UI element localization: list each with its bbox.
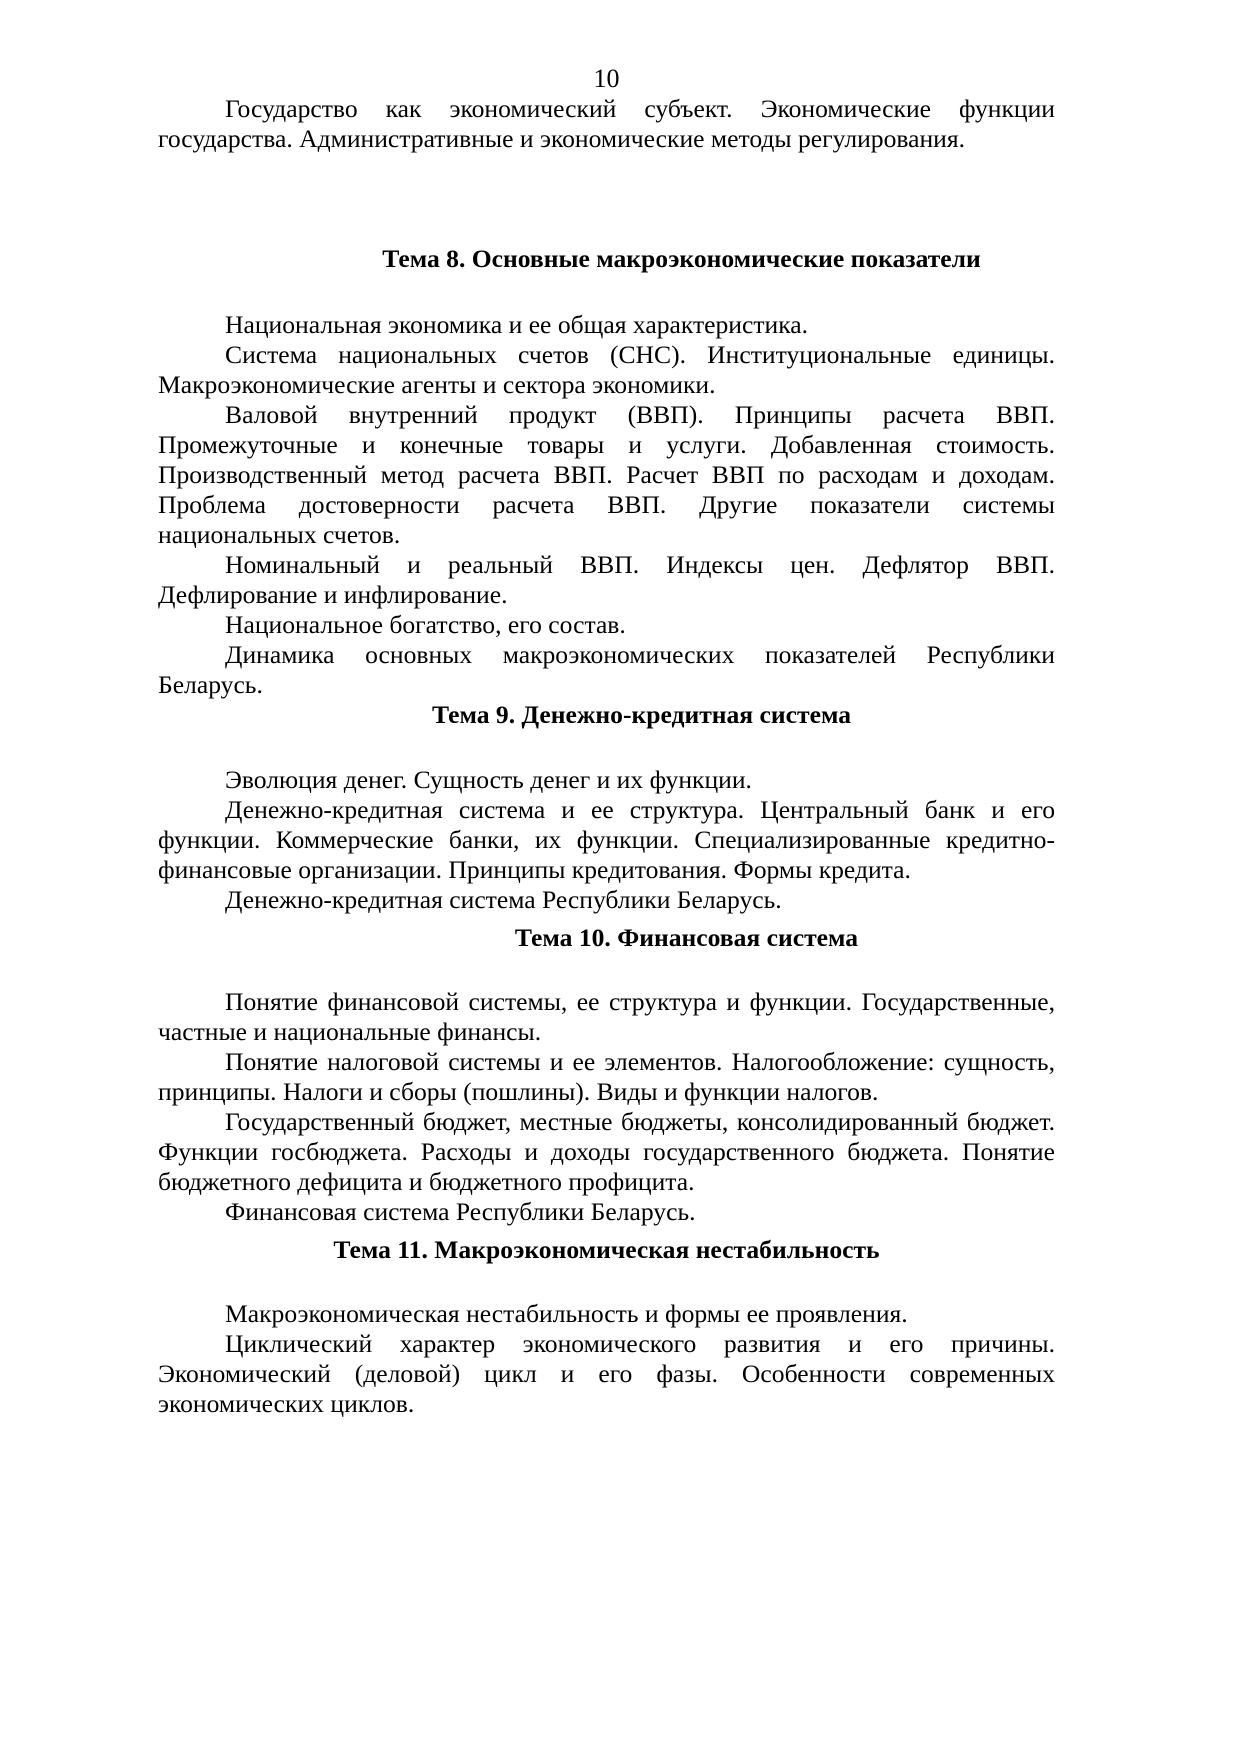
paragraph: Система национальных счетов (СНС). Институциональные единицы. Макроэкономические агенты и сектора экономики. bbox=[158, 340, 1055, 399]
paragraph: Валовой внутренний продукт (ВВП). Принципы расчета ВВП. Промежуточные и конечные товары и услуги. Добавленная стоимость. Производственный метод расчета ВВП. Расчет ВВП по расходам и доходам. Проблема достоверности расчета ВВП. Другие показатели системы национальных счетов. bbox=[158, 400, 1055, 549]
paragraph: Денежно-кредитная система Республики Беларусь. bbox=[225, 885, 782, 914]
spacer bbox=[158, 730, 1055, 760]
section-title-topic-9: Тема 9. Денежно-кредитная система bbox=[431, 700, 852, 729]
spacer bbox=[158, 274, 1055, 304]
intro-paragraph: Государство как экономический субъект. Экономические функции государства. Административные и экономические методы регулирования. bbox=[158, 94, 1055, 153]
paragraph: Понятие налоговой системы и ее элементов. Налогообложение: сущность, принципы. Налоги и сборы (пошлины). Виды и функции налогов. bbox=[158, 1047, 1055, 1106]
page-number: 10 bbox=[593, 64, 620, 93]
paragraph: Государственный бюджет, местные бюджеты, консолидированный бюджет. Функции госбюджета. Расходы и доходы государственного бюджета. Понятие бюджетного дефицита и бюджетного профицита. bbox=[158, 1107, 1055, 1196]
paragraph: Циклический характер экономического развития и его причины. Экономический (деловой) цикл и его фазы. Особенности современных экономических циклов. bbox=[158, 1329, 1055, 1418]
document-page bbox=[158, 64, 1055, 1419]
paragraph: Номинальный и реальный ВВП. Индексы цен. Дефлятор ВВП. Дефлирование и инфлирование. bbox=[158, 550, 1055, 609]
spacer bbox=[158, 1265, 1055, 1295]
paragraph: Динамика основных макроэкономических показателей Республики Беларусь. bbox=[158, 640, 1055, 699]
spacer bbox=[158, 953, 1055, 983]
paragraph: Макроэкономическая нестабильность и формы ее проявления. bbox=[225, 1299, 908, 1328]
paragraph: Эволюция денег. Сущность денег и их функции. bbox=[225, 765, 752, 794]
section-title-topic-11: Тема 11. Макроэкономическая нестабильность bbox=[333, 1235, 880, 1264]
paragraph: Национальная экономика и ее общая характеристика. bbox=[225, 310, 809, 339]
paragraph: Понятие финансовой системы, ее структура и функции. Государственные, частные и национальные финансы. bbox=[158, 987, 1055, 1046]
paragraph: Денежно-кредитная система и ее структура. Центральный банк и его функции. Коммерческие банки, их функции. Специализированные кредитно-финансовые организации. Принципы кредитования. Формы кредита. bbox=[158, 795, 1055, 884]
paragraph: Финансовая система Республики Беларусь. bbox=[225, 1197, 696, 1226]
section-title-topic-8: Тема 8. Основные макроэкономические показатели bbox=[382, 244, 981, 273]
spacer bbox=[158, 154, 1055, 244]
paragraph: Национальное богатство, его состав. bbox=[225, 610, 626, 639]
section-title-topic-10: Тема 10. Финансовая система bbox=[514, 923, 859, 952]
